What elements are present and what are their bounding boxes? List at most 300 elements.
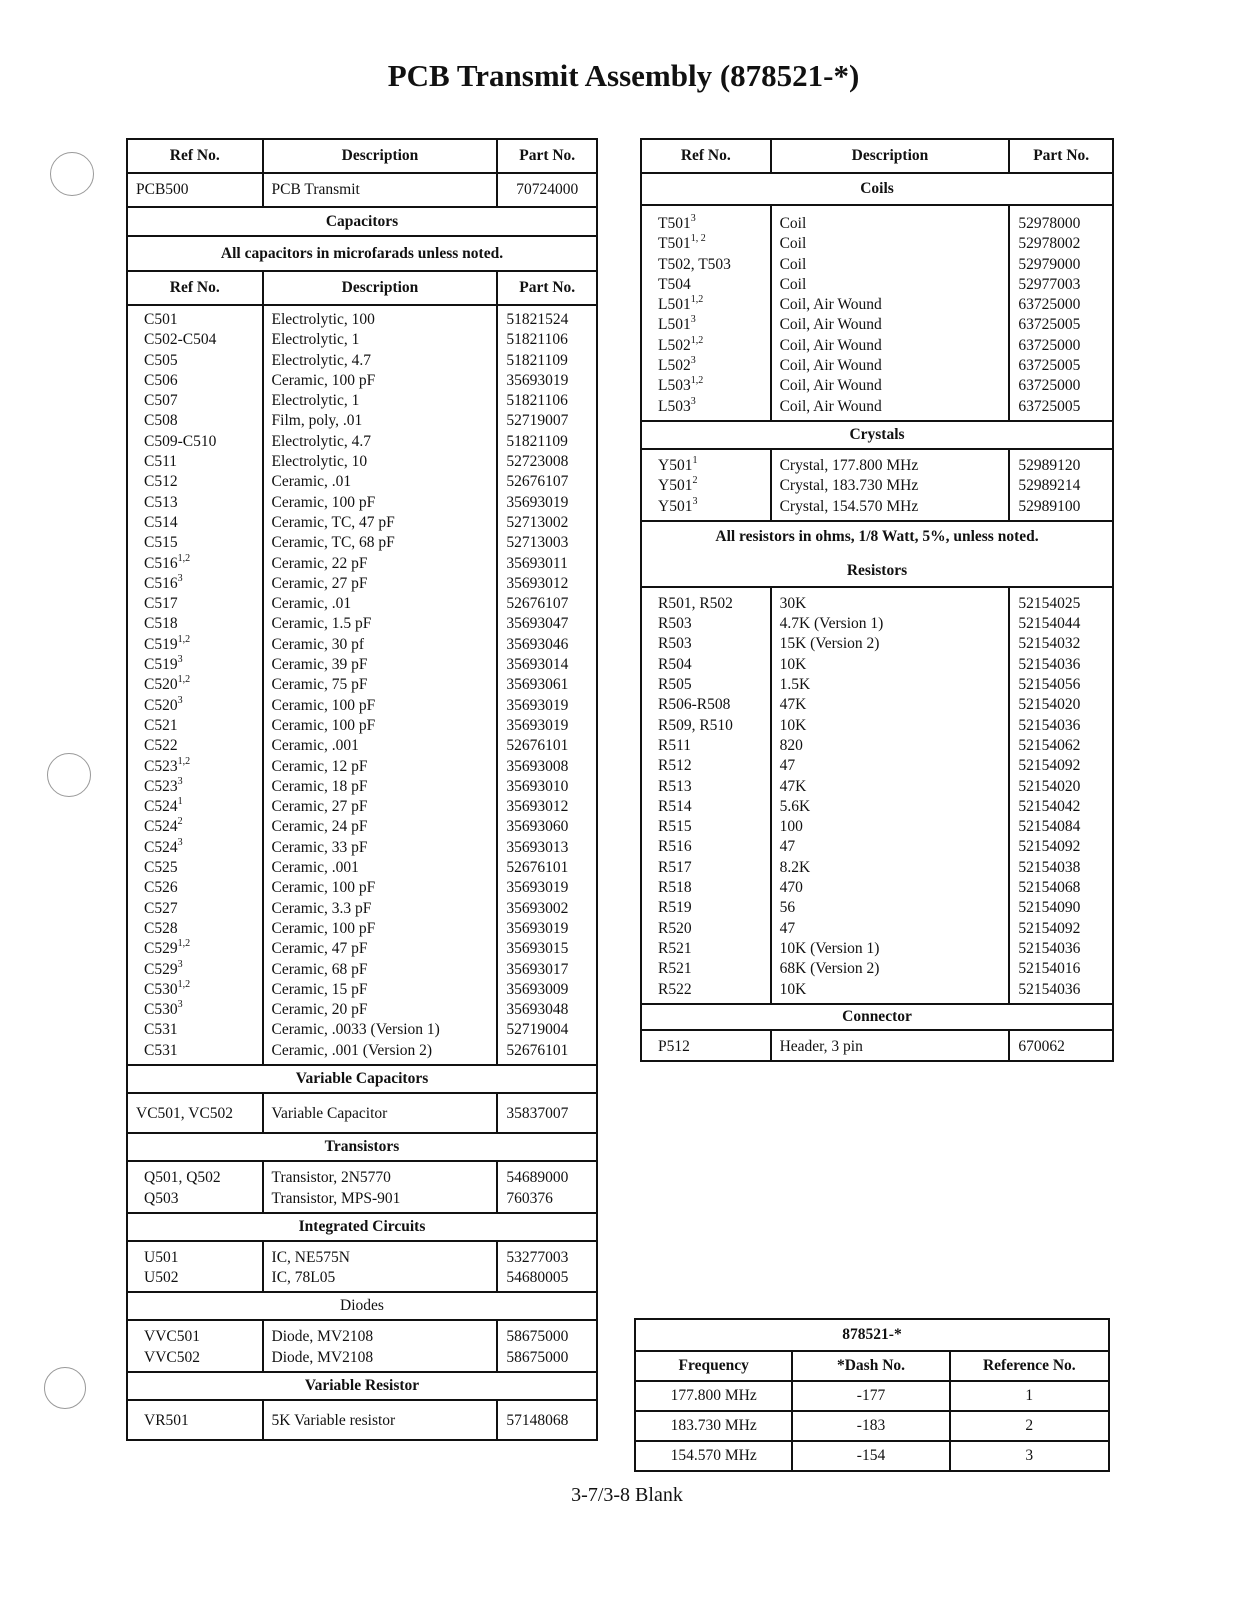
ref-no: $C524^2$	[144, 816, 183, 836]
footnote-marker: 3	[690, 213, 696, 224]
ref-no: C514	[144, 513, 178, 531]
ref-column	[641, 587, 771, 1004]
description-column	[771, 587, 1010, 1004]
description: Header, 3 pin	[779, 1037, 863, 1055]
footnote-marker: 1,2	[177, 978, 191, 990]
part-no: 53277003	[506, 1248, 569, 1266]
description: Ceramic, 33 pF	[271, 838, 368, 856]
description: Diode, MV2108	[271, 1328, 374, 1346]
description: IC, NE575N	[271, 1248, 350, 1266]
footnote-marker: 1,2	[690, 334, 704, 346]
ref-no: C505	[144, 351, 178, 369]
footnote-marker: 3	[692, 495, 698, 507]
binder-hole-top	[50, 152, 94, 196]
ref-no: T504	[658, 275, 691, 293]
part-no: 52154025	[1018, 594, 1081, 612]
part-no: 760376	[506, 1189, 553, 1207]
ref-no: R522	[658, 980, 692, 998]
ref-no: R521	[658, 939, 692, 957]
ref-no: C516$^{1,2}$	[144, 552, 191, 572]
description-column	[263, 1093, 498, 1133]
part-no: 63725000	[1018, 296, 1081, 314]
description: Ceramic, 68 pF	[271, 960, 368, 978]
integrated-circuits-section-title: Integrated Circuits	[127, 1213, 597, 1241]
ref-column	[127, 305, 263, 1065]
ref-no: C513	[144, 493, 178, 511]
description: 5K Variable resistor	[271, 1412, 396, 1430]
description: 8.2K	[779, 858, 811, 876]
description: Coil, Air Wound	[779, 377, 882, 395]
part-no: 52154092	[1018, 757, 1081, 775]
part-no: 35693013	[506, 838, 569, 856]
ref-no: C531	[144, 1021, 178, 1039]
description: 4.7K (Version 1)	[779, 615, 884, 633]
part-no: 52154090	[1018, 899, 1081, 917]
footnote-marker: 2	[692, 475, 698, 487]
footnote-marker: 1	[177, 796, 183, 808]
description: Coil	[779, 235, 807, 253]
ref-no: R518	[658, 879, 692, 897]
description: Ceramic, .01	[271, 473, 352, 491]
ref-no: R513	[658, 777, 692, 795]
frequency-cell: 183.730 MHz	[635, 1411, 792, 1441]
frequency-cell: 177.800 MHz	[635, 1381, 792, 1411]
ref-no: R506-R508	[658, 696, 731, 714]
ref-no: C519$^{1,2}$	[144, 633, 191, 653]
parts-group	[127, 1400, 597, 1440]
ref-no: Q503	[144, 1189, 179, 1207]
ref-no: C518	[144, 615, 178, 633]
ref-no: U501	[144, 1248, 179, 1266]
part-no: 52989120	[1018, 456, 1081, 474]
description: Electrolytic, 4.7	[271, 351, 371, 369]
footnote-marker: 2	[177, 816, 183, 828]
description: Diode, MV2108	[271, 1348, 374, 1366]
description: Ceramic, 100 pF	[271, 919, 376, 937]
ref-no: R517	[658, 858, 692, 876]
description: Ceramic, 3.3 pF	[271, 899, 372, 917]
description: Crystal, 177.800 MHz	[779, 456, 919, 474]
footnote-marker: 3	[177, 775, 183, 787]
description: 30K	[779, 594, 807, 612]
description-column	[263, 305, 498, 1065]
part-no: 52154092	[1018, 919, 1081, 937]
ref-no: C521	[144, 716, 178, 734]
description: 47	[779, 757, 796, 775]
ref-column	[127, 1400, 263, 1440]
part-no: 52154092	[1018, 838, 1081, 856]
description: 820	[779, 736, 803, 754]
right-parts-table	[640, 138, 1114, 1062]
part-no: 51821109	[506, 351, 568, 369]
description: Electrolytic, 100	[271, 311, 375, 328]
part-no: 35693060	[506, 818, 569, 836]
description: 47	[779, 919, 796, 937]
part-no: 57148068	[506, 1412, 569, 1430]
part-no-column	[497, 1320, 597, 1372]
variable-capacitors-section-title: Variable Capacitors	[127, 1065, 597, 1093]
ref-no: VVC502	[144, 1348, 200, 1366]
part-no: 35693019	[506, 919, 569, 937]
description: 56	[779, 899, 796, 917]
part-no: 51821109	[506, 432, 568, 450]
description: Electrolytic, 10	[271, 453, 368, 471]
ref-no: $C519^3$	[144, 654, 183, 674]
capacitors-section-title: Capacitors	[127, 207, 597, 236]
ref-no: $Y501^2$	[658, 475, 698, 495]
ref-no: R511	[658, 736, 692, 754]
footnote-marker: 1, 2	[690, 233, 706, 245]
part-no: 35693015	[506, 940, 569, 958]
footnote-marker: 3	[177, 999, 183, 1011]
part-no-column	[1009, 587, 1113, 1004]
part-no: 54689000	[506, 1169, 569, 1187]
part-no-header-right: Part No.	[1009, 139, 1113, 173]
footnote-marker: 1,2	[177, 552, 191, 564]
dash-table-row	[635, 1441, 1109, 1471]
part-no: 35693019	[506, 716, 569, 734]
part-no: 54680005	[506, 1269, 569, 1287]
description: Ceramic, 24 pF	[271, 818, 368, 836]
part-no: 35693012	[506, 574, 569, 592]
description-column	[263, 1161, 498, 1213]
diodes-section-title: Diodes	[127, 1292, 597, 1320]
ref-no: R520	[658, 919, 692, 937]
ref-no: C508	[144, 412, 178, 430]
left-parts-table	[126, 138, 598, 1441]
part-no: 52154020	[1018, 777, 1081, 795]
description: 10K	[779, 655, 807, 673]
ref-no: R501, R502	[658, 594, 733, 612]
part-no: 35693014	[506, 656, 569, 674]
ref-column	[641, 1030, 771, 1061]
part-no: 35693010	[506, 777, 569, 795]
description: 47K	[779, 696, 807, 714]
part-no: 52676107	[506, 595, 569, 613]
description: Crystal, 154.570 MHz	[779, 497, 919, 515]
description-column	[263, 1320, 498, 1372]
description-column	[771, 449, 1010, 521]
ref-no: $C524^1$	[144, 796, 183, 816]
part-no-column	[1009, 1030, 1113, 1061]
description: Coil, Air Wound	[779, 316, 882, 334]
ref-column	[641, 205, 771, 421]
ref-no: C509-C510	[144, 432, 217, 450]
description: 10K	[779, 980, 807, 998]
part-no: 52713003	[506, 534, 569, 552]
ref-no: $L501^3$	[658, 314, 696, 334]
ref-no: $L502^3$	[658, 355, 696, 375]
pcb-part: 70724000	[497, 173, 597, 207]
ref-no: R519	[658, 899, 692, 917]
footnote-marker: 3	[690, 355, 696, 367]
dash-number-table	[634, 1318, 1110, 1472]
ref-no: VVC501	[144, 1328, 200, 1346]
description: Variable Capacitor	[271, 1104, 388, 1122]
page-footer: 3-7/3-8 Blank	[571, 1484, 683, 1506]
part-no-column	[497, 1093, 597, 1133]
part-no: 35693048	[506, 1001, 569, 1019]
part-no: 52154036	[1018, 655, 1081, 673]
ref-no: L501$^{1,2}$	[658, 294, 704, 314]
part-no: 35693019	[506, 879, 569, 897]
part-no: 58675000	[506, 1348, 569, 1366]
part-no: 52154084	[1018, 818, 1081, 836]
description: Coil	[779, 215, 807, 232]
description: Ceramic, 100 pF	[271, 879, 376, 897]
description: Electrolytic, 1	[271, 331, 360, 349]
description: Ceramic, 27 pF	[271, 798, 368, 816]
ref-column	[127, 1161, 263, 1213]
description: IC, 78L05	[271, 1269, 336, 1287]
ref-no: VC501, VC502	[136, 1104, 234, 1122]
description: Film, poly, .01	[271, 412, 363, 430]
part-no-column	[1009, 205, 1113, 421]
footnote-marker: 3	[177, 694, 183, 706]
crystals-section-title: Crystals	[641, 421, 1113, 449]
ref-no: $Y501^3$	[658, 495, 698, 515]
description: Ceramic, TC, 47 pF	[271, 513, 395, 531]
ref-no: R503	[658, 615, 692, 633]
part-no: 35693017	[506, 960, 569, 978]
reference-no-cell: 2	[950, 1411, 1109, 1441]
part-no-column	[497, 305, 597, 1065]
ref-no: R509, R510	[658, 716, 733, 734]
part-no: 35693019	[506, 493, 569, 511]
part-no: 52154044	[1018, 615, 1081, 633]
reference-no-header: Reference No.	[950, 1351, 1109, 1381]
description: Ceramic, .001 (Version 2)	[271, 1041, 433, 1059]
dash-table-row	[635, 1381, 1109, 1411]
footnote-marker: 1	[692, 454, 698, 466]
frequency-cell: 154.570 MHz	[635, 1441, 792, 1471]
parts-group	[641, 587, 1113, 1004]
dash-no-cell: -154	[792, 1441, 949, 1471]
description: 10K	[779, 716, 807, 734]
description: Ceramic, 18 pF	[271, 777, 368, 795]
part-no: 52676107	[506, 473, 569, 491]
description: Ceramic, 20 pF	[271, 1001, 368, 1019]
part-no: 52978000	[1018, 215, 1081, 232]
ref-no: $C529^3$	[144, 958, 183, 978]
parts-group	[127, 1093, 597, 1133]
part-no-column	[497, 1400, 597, 1440]
part-no: 670062	[1018, 1037, 1065, 1055]
capacitors-note: All capacitors in microfarads unless noted.	[127, 236, 597, 271]
part-no: 52713002	[506, 513, 569, 531]
part-no: 35693047	[506, 615, 569, 633]
footnote-marker: 3	[690, 395, 696, 407]
ref-no-header: Ref No.	[127, 139, 263, 173]
description: Ceramic, 100 pF	[271, 371, 376, 389]
footnote-marker: 1,2	[177, 938, 191, 950]
description: Ceramic, 100 pF	[271, 716, 376, 734]
transistors-section-title: Transistors	[127, 1133, 597, 1161]
ref-no: $C530^3$	[144, 999, 183, 1019]
description: 5.6K	[779, 797, 811, 815]
ref-column	[127, 1093, 263, 1133]
binder-hole-bottom	[44, 1367, 86, 1409]
part-no: 35693019	[506, 371, 569, 389]
part-no: 52154016	[1018, 960, 1081, 978]
description: Transistor, 2N5770	[271, 1169, 391, 1187]
resistors-note: All resistors in ohms, 1/8 Watt, 5%, unless noted.	[715, 527, 1039, 545]
description-header-right: Description	[771, 139, 1010, 173]
description-column	[771, 205, 1010, 421]
description: 10K (Version 1)	[779, 939, 880, 957]
part-no-column	[497, 1241, 597, 1293]
description: Ceramic, 47 pF	[271, 940, 368, 958]
parts-group	[127, 1161, 597, 1213]
description: Ceramic, .01	[271, 595, 352, 613]
part-no-column	[1009, 449, 1113, 521]
ref-no: $C516^3$	[144, 572, 183, 592]
description: Crystal, 183.730 MHz	[779, 477, 919, 495]
ref-no: L502$^{1,2}$	[658, 334, 704, 354]
part-no: 35693002	[506, 899, 569, 917]
description: Coil	[779, 255, 807, 273]
description: 1.5K	[779, 676, 811, 694]
parts-group	[641, 449, 1113, 521]
footnote-marker: 3	[177, 836, 183, 848]
part-no: 51821106	[506, 331, 568, 349]
connector-section-title: Connector	[641, 1004, 1113, 1030]
ref-no: C531	[144, 1041, 178, 1059]
reference-no-cell: 1	[950, 1381, 1109, 1411]
part-no: 52978002	[1018, 235, 1081, 253]
part-no-column	[497, 1161, 597, 1213]
description: Ceramic, 27 pF	[271, 574, 368, 592]
description: 15K (Version 2)	[779, 635, 880, 653]
page-title: PCB Transmit Assembly (878521-*)	[387, 58, 860, 93]
part-no: 52154038	[1018, 858, 1081, 876]
dash-no-cell: -177	[792, 1381, 949, 1411]
parts-group	[127, 1320, 597, 1372]
part-no: 52977003	[1018, 275, 1081, 293]
ref-no: R512	[658, 757, 692, 775]
description-header: Description	[263, 139, 498, 173]
ref-no: P512	[658, 1037, 690, 1055]
ref-no: C502-C504	[144, 331, 217, 349]
ref-no: C512	[144, 473, 178, 491]
part-no: 52676101	[506, 859, 569, 877]
part-no: 63725005	[1018, 357, 1081, 375]
footnote-marker: 1,2	[177, 633, 191, 645]
part-no: 35693046	[506, 635, 569, 653]
part-no: 52154020	[1018, 696, 1081, 714]
ref-no: R505	[658, 676, 692, 694]
ref-no: L503$^{1,2}$	[658, 375, 704, 395]
description: 100	[779, 818, 803, 836]
part-no: 52154036	[1018, 716, 1081, 734]
ref-no: C523$^{1,2}$	[144, 755, 191, 775]
ref-no: C522	[144, 737, 178, 755]
description: Transistor, MPS-901	[271, 1189, 401, 1207]
part-no: 63725000	[1018, 377, 1081, 395]
reference-no-cell: 3	[950, 1441, 1109, 1471]
ref-no: U502	[144, 1269, 179, 1287]
dash-no-header: *Dash No.	[792, 1351, 949, 1381]
ref-no: R521	[658, 960, 692, 978]
ref-no-header-2: Ref No.	[127, 271, 263, 305]
part-no: 52154036	[1018, 939, 1081, 957]
part-no: 52154042	[1018, 797, 1081, 815]
variable-resistor-section-title: Variable Resistor	[127, 1372, 597, 1400]
description: Ceramic, 75 pF	[271, 676, 368, 694]
part-no: 35693011	[506, 554, 568, 572]
part-no: 35693009	[506, 980, 569, 998]
ref-no: $C524^3$	[144, 836, 183, 856]
dash-no-cell: -183	[792, 1411, 949, 1441]
part-no: 52154056	[1018, 676, 1081, 694]
footnote-marker: 3	[177, 654, 183, 666]
ref-no: T501$^{1, 2}$	[658, 233, 706, 253]
ref-no: Q501, Q502	[144, 1169, 221, 1187]
description: Electrolytic, 4.7	[271, 432, 371, 450]
part-no: 52154036	[1018, 980, 1081, 998]
part-no: 35693012	[506, 798, 569, 816]
part-no: 52723008	[506, 453, 569, 471]
part-no: 52154032	[1018, 635, 1081, 653]
ref-no: $C523^3$	[144, 775, 183, 795]
dash-table-row	[635, 1411, 1109, 1441]
footnote-marker: 3	[690, 314, 696, 326]
ref-no: C530$^{1,2}$	[144, 978, 191, 998]
ref-no: R515	[658, 818, 692, 836]
description: Coil, Air Wound	[779, 336, 882, 354]
part-no: 35693061	[506, 676, 569, 694]
part-no: 51821524	[506, 311, 569, 328]
resistors-section-title: Resistors	[846, 561, 908, 579]
part-no: 35693019	[506, 696, 569, 714]
footnote-marker: 3	[177, 572, 183, 584]
description: Coil, Air Wound	[779, 357, 882, 375]
description: Coil, Air Wound	[779, 397, 882, 415]
ref-no: C506	[144, 371, 178, 389]
description: 68K (Version 2)	[779, 960, 880, 978]
description: Ceramic, .001	[271, 737, 359, 755]
part-no-header: Part No.	[497, 139, 597, 173]
description: Ceramic, 30 pf	[271, 635, 365, 653]
description-column	[771, 1030, 1010, 1061]
footnote-marker: 1,2	[690, 294, 704, 306]
dash-table-title: 878521-*	[635, 1319, 1109, 1351]
ref-no: R503	[658, 635, 692, 653]
description: Ceramic, 1.5 pF	[271, 615, 372, 633]
ref-no: R504	[658, 655, 692, 673]
description: 470	[779, 879, 803, 897]
description: Coil, Air Wound	[779, 296, 882, 314]
ref-no: R516	[658, 838, 692, 856]
ref-no: C515	[144, 534, 178, 552]
ref-column	[127, 1320, 263, 1372]
part-no: 52154062	[1018, 736, 1081, 754]
ref-no: C501	[144, 311, 178, 328]
ref-no: $C520^3$	[144, 694, 183, 714]
part-no: 35693008	[506, 757, 569, 775]
description: Ceramic, .001	[271, 859, 359, 877]
ref-no: C528	[144, 919, 178, 937]
part-no-header-2: Part No.	[497, 271, 597, 305]
ref-no: $Y501^1$	[658, 454, 698, 474]
ref-no: T502, T503	[658, 255, 731, 273]
frequency-header: Frequency	[635, 1351, 792, 1381]
ref-no: C511	[144, 453, 178, 471]
footnote-marker: 3	[177, 958, 183, 970]
part-no: 63725000	[1018, 336, 1081, 354]
part-no: 52979000	[1018, 255, 1081, 273]
ref-no-header-right: Ref No.	[641, 139, 771, 173]
